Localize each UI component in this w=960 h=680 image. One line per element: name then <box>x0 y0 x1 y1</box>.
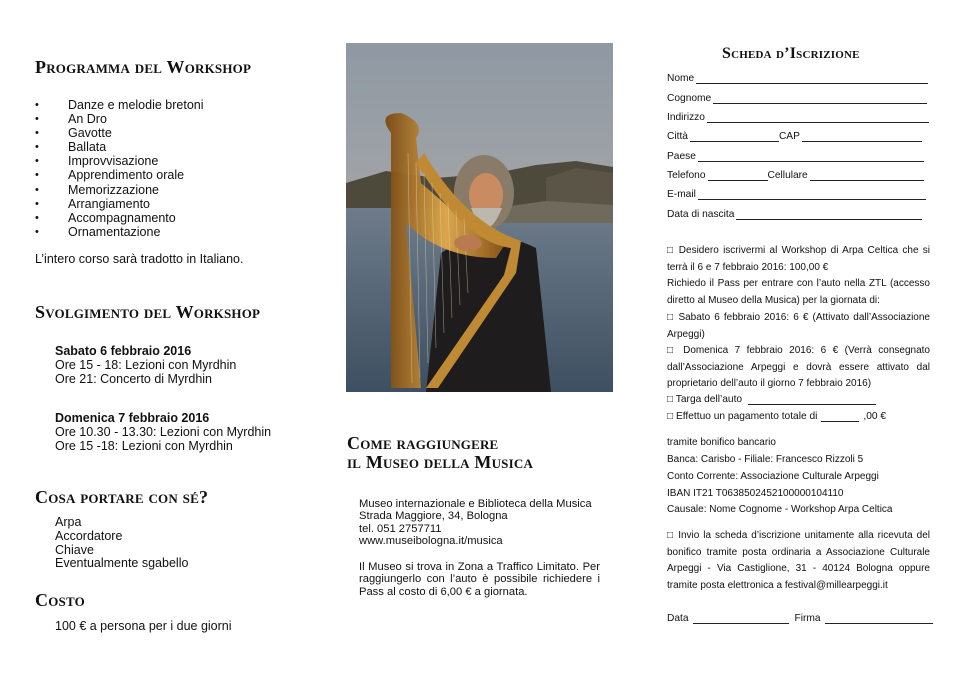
field-label: Città <box>667 131 688 142</box>
indirizzo-field[interactable] <box>707 113 929 123</box>
list-item: • Ballata <box>35 140 204 154</box>
museo-website: www.museibologna.it/musica <box>359 535 503 548</box>
form-row-nascita <box>667 209 922 220</box>
cognome-field[interactable] <box>713 94 927 104</box>
pass-intro: Richiedo il Pass per entrare con l’auto nella ZTL (accesso diretto al Museo della Musica) per la giornata di: <box>667 278 930 306</box>
field-label: Indirizzo <box>667 112 705 123</box>
bonifico-banca: Banca: Carisbo - Filiale: Francesco Rizzoli 5 <box>667 454 864 465</box>
list-item: • An Dro <box>35 112 204 126</box>
field-label: E-mail <box>667 189 696 200</box>
nascita-field[interactable] <box>736 210 922 220</box>
schedule-line: Ore 10.30 - 13.30: Lezioni con Myrdhin <box>55 425 272 439</box>
form-row-telefono <box>667 170 924 181</box>
day-title: Sabato 6 febbraio 2016 <box>55 344 192 358</box>
pagamento-amount-field[interactable] <box>821 412 859 422</box>
museo-address: Strada Maggiore, 34, Bologna <box>359 510 508 523</box>
form-row-targa <box>667 394 876 405</box>
field-label: Telefono <box>667 170 706 181</box>
list-item: • Improvvisazione <box>35 154 204 168</box>
list-item: • Apprendimento orale <box>35 168 204 182</box>
form-row-citta-cap <box>667 131 922 142</box>
day-title: Domenica 7 febbraio 2016 <box>55 411 210 425</box>
svolgimento-heading: Svolgimento del Workshop <box>35 302 261 322</box>
scheda-heading: Scheda d’Iscrizione <box>722 45 860 62</box>
costo-heading: Costo <box>35 590 85 610</box>
day-schedule-saturday <box>55 344 236 386</box>
telefono-field[interactable] <box>708 171 768 181</box>
email-field[interactable] <box>698 190 926 200</box>
programma-heading: Programma del Workshop <box>35 57 252 77</box>
schedule-line: Ore 21: Concerto di Myrdhin <box>55 372 213 386</box>
museo-ztl-note: Il Museo si trova in Zona a Traffico Limitato. Per raggiungerlo con l’auto è possibile richiedere i Pass al costo di 6,00 € a giornata. <box>359 561 600 598</box>
field-label: Paese <box>667 151 696 162</box>
harpist-photo <box>346 43 613 392</box>
costo-text: 100 € a persona per i due giorni <box>55 619 232 633</box>
invio-checkbox-text[interactable]: □ Invio la scheda d’iscrizione unitamente alla ricevuta del bonifico tramite posta ordinaria a Associazione Culturale Arpeggi - Via Castiglione, 31 - 40124 Bologna oppure tramite posta elettronica a festival@millearpeggi.it <box>667 530 930 591</box>
list-item: • Ornamentazione <box>35 225 204 239</box>
list-item: Accordatore <box>55 528 123 543</box>
list-item: • Gavotte <box>35 126 204 140</box>
targa-checkbox-text[interactable]: □ Targa dell’auto <box>667 394 743 405</box>
schedule-line: Ore 15 - 18: Lezioni con Myrdhin <box>55 358 237 372</box>
form-row-paese <box>667 151 924 162</box>
schedule-line: Ore 15 -18: Lezioni con Myrdhin <box>55 439 233 453</box>
list-item: • Danze e melodie bretoni <box>35 98 204 112</box>
firma-field[interactable] <box>825 614 933 624</box>
cellulare-field[interactable] <box>810 171 924 181</box>
translation-note: L’intero corso sarà tradotto in Italiano. <box>35 252 244 266</box>
come-heading-line2: il Museo della Musica <box>347 452 534 472</box>
come-heading-line1: Come raggiungere <box>347 433 499 453</box>
form-row-pagamento <box>667 411 886 422</box>
targa-field[interactable] <box>748 395 876 405</box>
museo-name: Museo internazionale e Biblioteca della Musica <box>359 498 592 510</box>
list-item: • Arrangiamento <box>35 197 204 211</box>
list-item: Eventualmente sgabello <box>55 556 189 571</box>
sabato-checkbox-text[interactable]: □ Sabato 6 febbraio 2016: 6 € (Attivato dall’Associazione Arpeggi) <box>667 312 930 340</box>
field-label: Cognome <box>667 93 712 104</box>
iscrizione-checkbox-text[interactable]: □ Desidero iscrivermi al Workshop di Arpa Celtica che si terrà il 6 e 7 febbraio 2016: 100,00 € <box>667 245 930 273</box>
domenica-checkbox-text[interactable]: □ Domenica 7 febbraio 2016: 6 € (Verrà consegnato dall’Associazione Arpeggi e dovrà essere attivato dal proprietario dell’auto il giorno 7 febbraio 2016) <box>667 345 930 390</box>
come-raggiungere-heading <box>347 434 533 472</box>
paese-field[interactable] <box>698 152 924 162</box>
citta-field[interactable] <box>690 132 779 142</box>
left-column <box>0 0 320 680</box>
programma-list <box>35 98 204 239</box>
museo-phone: tel. 051 2757711 <box>359 522 442 535</box>
field-label: Firma <box>794 613 821 624</box>
field-label: CAP <box>778 131 800 142</box>
portare-heading: Cosa portare con sé? <box>35 487 209 507</box>
museo-info <box>359 498 592 548</box>
field-label: Cellulare <box>767 170 808 181</box>
portare-list <box>55 516 188 571</box>
form-row-data-firma <box>667 613 933 624</box>
form-row-cognome <box>667 93 927 104</box>
form-row-indirizzo <box>667 112 929 123</box>
pagamento-checkbox-text[interactable]: □ Effettuo un pagamento totale di <box>667 411 818 422</box>
cap-field[interactable] <box>802 132 922 142</box>
bonifico-iban: IBAN IT21 T0638502452100000104110 <box>667 488 844 499</box>
bonifico-conto: Conto Corrente: Associazione Culturale Arpeggi <box>667 471 879 482</box>
field-label: Data <box>667 613 689 624</box>
form-row-email <box>667 189 926 200</box>
form-row-nome <box>667 73 928 84</box>
bonifico-line: tramite bonifico bancario <box>667 437 776 448</box>
list-item: • Accompagnamento <box>35 211 204 225</box>
list-item: • Memorizzazione <box>35 183 204 197</box>
bonifico-causale: Causale: Nome Cognome - Workshop Arpa Celtica <box>667 504 893 515</box>
data-field[interactable] <box>693 614 789 624</box>
list-item: Chiave <box>55 542 94 557</box>
nome-field[interactable] <box>696 74 928 84</box>
list-item: Arpa <box>55 515 82 529</box>
pagamento-suffix: ,00 € <box>863 411 887 422</box>
field-label: Nome <box>667 73 695 84</box>
field-label: Data di nascita <box>667 209 735 220</box>
day-schedule-sunday <box>55 411 271 453</box>
